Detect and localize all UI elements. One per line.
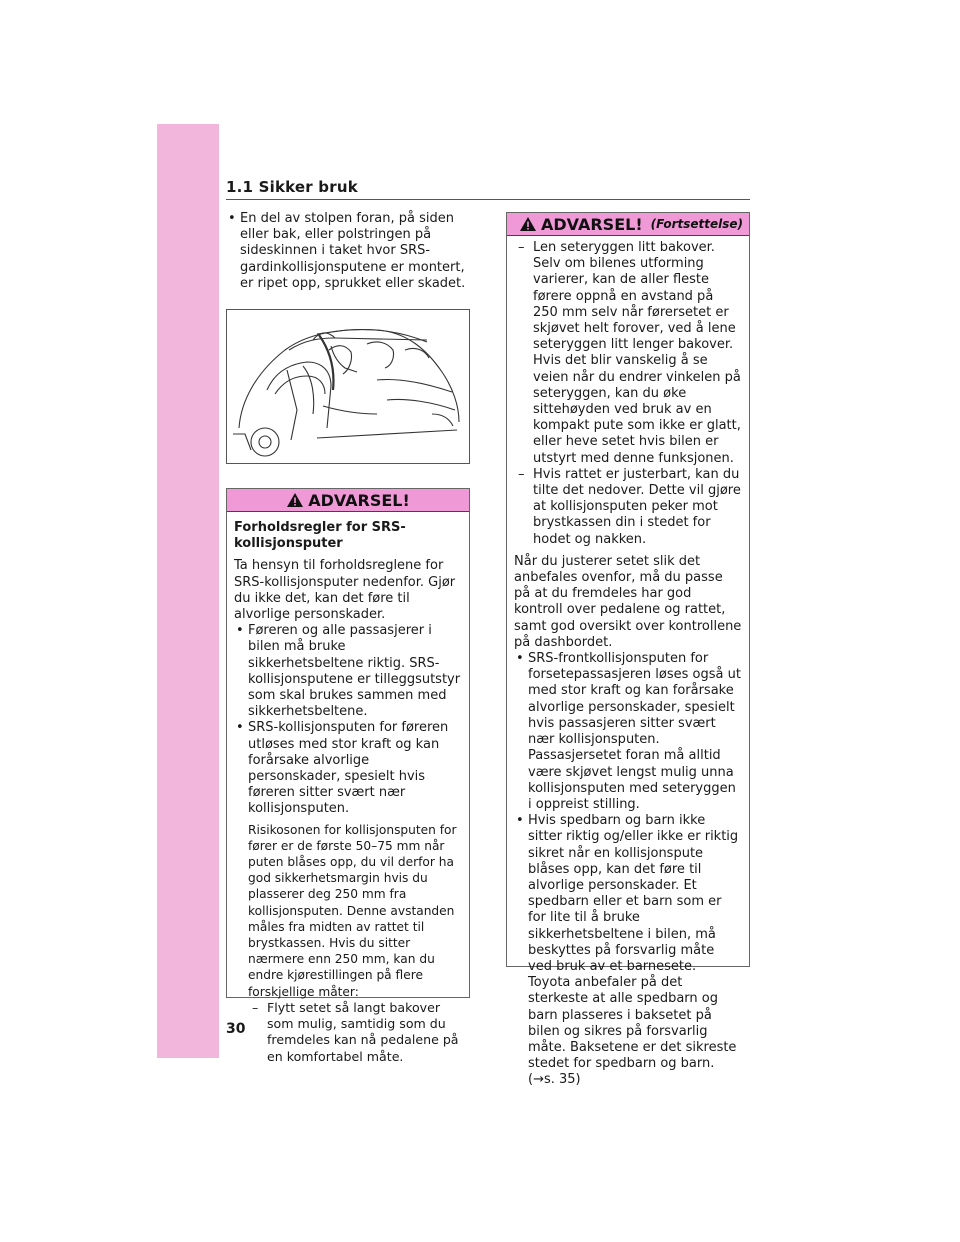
- left-column-intro: [226, 211, 466, 292]
- warning-dash-1: – Flytt setet så langt bakover som mulig, samtidig som du fremdeles kan nå pedalene på en komfortabel måte.: [248, 1000, 462, 1065]
- warning-bullet-1: • Føreren og alle passasjerer i bilen må bruke sikkerhetsbeltene riktig. SRS-kollisjonsputene er tilleggsutstyr som skal brukes sammen med sikkerhetsbeltene.: [234, 623, 462, 720]
- warning-header-2: [507, 213, 749, 236]
- section-title: 1.1 Sikker bruk: [226, 178, 358, 196]
- intro-bullet: • En del av stolpen foran, på siden eller bak, eller polstringen på sideskinnen i taket hvor SRS-gardinkollisjonsputene er montert, er ripet opp, sprukket eller skadet.: [226, 211, 466, 292]
- warning-note: Risikosonen for kollisjonsputen for fører er de første 50–75 mm når puten blåses opp, du vil derfor ha god sikkerhetsmargin hvis du plasserer deg 250 mm fra kollisjonsputen. Denne avstanden måles fra midten av rattet til brystkassen. Hvis du sitter nærmere enn 250 mm, kan du endre kjørestillingen på flere forskjellige måter:: [248, 822, 457, 999]
- page-number: 30: [226, 1021, 246, 1037]
- warning2-dash-2: – Hvis rattet er justerbart, kan du tilte det nedover. Dette vil gjøre at kollisjonsputen peker mot brystkassen din i stedet for hodet og nakken.: [514, 467, 742, 548]
- section-divider: [226, 199, 750, 200]
- warning2-bullet-2: • Hvis spedbarn og barn ikke sitter riktig og/eller ikke er riktig sikret når en kollisjonspute blåses opp, kan det føre til alvorlige personskader. Et spedbarn eller et barn som er for lite til å bruke sikkerhetsbeltene i bilen, må beskyttes på forsvarlig måte ved bruk av et barnesete. Toyota anbefaler på det sterkeste at alle spedbarn og barn plasseres i baksetet på bilen og sikres på forsvarlig måte. Baksetene er det sikreste stedet for spedbarn og barn. (→s. 35): [514, 813, 742, 1088]
- warning-title-1: ADVARSEL!: [308, 490, 410, 510]
- continued-label: (Fortsettelse): [650, 217, 744, 231]
- car-interior-figure: [226, 309, 470, 464]
- warning-triangle-icon: [519, 216, 537, 232]
- car-interior-illustration-icon: [227, 310, 469, 463]
- warning2-paragraph: Når du justerer setet slik det anbefales ovenfor, må du passe på at du fremdeles har god kontroll over pedalene og rattet, samt god oversikt over kontrollene på dashbordet.: [514, 553, 742, 650]
- warning-intro: Ta hensyn til forholdsreglene for SRS-kollisjonsputer nedenfor. Gjør du ikke det, kan det føre til alvorlige personskader.: [234, 558, 456, 623]
- warning-body-2: [507, 236, 749, 1097]
- warning-triangle-icon: [286, 492, 304, 508]
- warning-header-1: [227, 489, 469, 512]
- warning2-dash-1: – Len seteryggen litt bakover. Selv om bilenes utforming varierer, kan de aller fleste førere oppnå en avstand på 250 mm selv når førersetet er skjøvet helt forover, ved å lene seteryggen litt lenger bakover. Hvis det blir vanskelig å se veien når du endrer vinkelen på seteryggen, kan du øke sittehøyden ved bruk av en kompakt pute som ikke er glatt, eller heve setet hvis bilen er utstyrt med denne funksjonen.: [514, 240, 742, 467]
- chapter-tab: [157, 124, 219, 1058]
- warning-body-1: [227, 512, 469, 1073]
- warning-title-2: ADVARSEL!: [541, 214, 643, 234]
- warning-box-2: [506, 212, 750, 1088]
- warning-heading: Forholdsregler for SRS-kollisjonsputer: [234, 520, 406, 552]
- warning-bullet-2: • SRS-kollisjonsputen for føreren utløses med stor kraft og kan forårsake alvorlige personskader, spesielt hvis føreren sitter svært nær kollisjonsputen.: [234, 720, 462, 817]
- warning2-bullet-1: • SRS-frontkollisjonsputen for forsetepassasjeren løses også ut med stor kraft og kan forårsake alvorlige personskader, spesielt hvis passasjeren sitter svært nær kollisjonsputen. Passasjersetet foran må alltid være skjøvet lengst mulig unna kollisjonsputen med seteryggen i oppreist stilling.: [514, 651, 742, 813]
